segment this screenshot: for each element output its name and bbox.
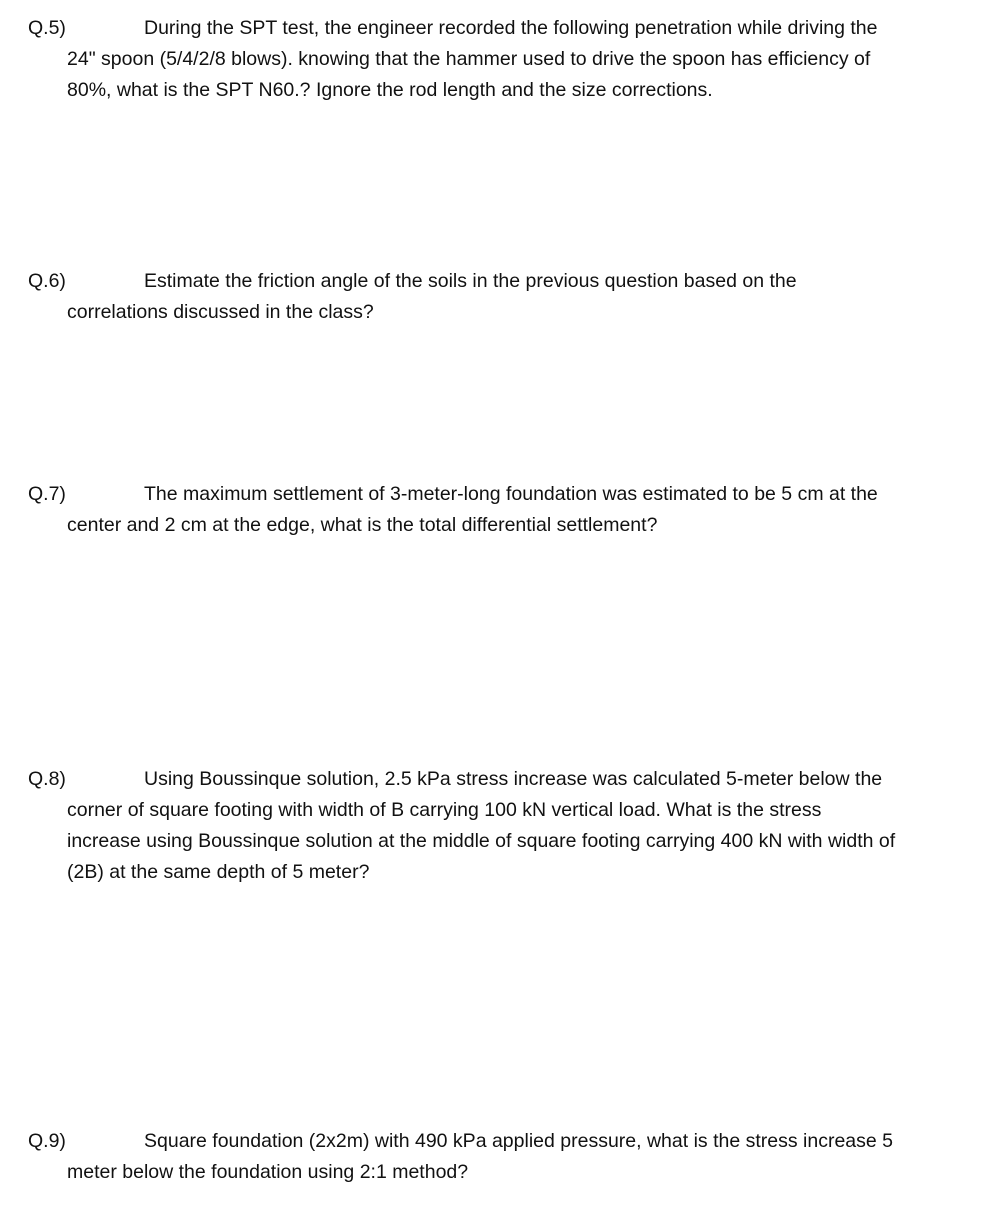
question-line bbox=[0, 479, 1008, 510]
question-line bbox=[0, 266, 1008, 297]
question-text-line: corner of square footing with width of B carrying 100 kN vertical load. What is the stress bbox=[67, 799, 822, 821]
question-number: Q.7) bbox=[28, 483, 66, 505]
question-line bbox=[0, 1126, 1008, 1157]
question-number: Q.6) bbox=[28, 270, 66, 292]
question-line bbox=[0, 13, 1008, 44]
question-5 bbox=[0, 13, 1008, 106]
question-line bbox=[0, 764, 1008, 795]
question-text-line: meter below the foundation using 2:1 method? bbox=[67, 1161, 469, 1183]
question-line bbox=[0, 510, 1008, 541]
question-number: Q.8) bbox=[28, 768, 66, 790]
question-9 bbox=[0, 1126, 1008, 1188]
question-text-line: Estimate the friction angle of the soils in the previous question based on the bbox=[144, 270, 797, 292]
question-line bbox=[0, 75, 1008, 106]
question-6 bbox=[0, 266, 1008, 328]
question-text-line: The maximum settlement of 3-meter-long foundation was estimated to be 5 cm at the bbox=[144, 483, 878, 505]
question-7 bbox=[0, 479, 1008, 541]
question-text-line: 80%, what is the SPT N60.? Ignore the rod length and the size corrections. bbox=[67, 79, 713, 101]
question-text-line: correlations discussed in the class? bbox=[67, 301, 374, 323]
question-number: Q.9) bbox=[28, 1130, 66, 1152]
question-text-line: Using Boussinque solution, 2.5 kPa stress increase was calculated 5-meter below the bbox=[144, 768, 883, 790]
question-text-line: Square foundation (2x2m) with 490 kPa applied pressure, what is the stress increase 5 bbox=[144, 1130, 893, 1152]
question-line bbox=[0, 1157, 1008, 1188]
question-text-line: center and 2 cm at the edge, what is the total differential settlement? bbox=[67, 514, 658, 536]
question-text-line: (2B) at the same depth of 5 meter? bbox=[67, 861, 370, 883]
question-number: Q.5) bbox=[28, 17, 66, 39]
question-line bbox=[0, 826, 1008, 857]
question-8 bbox=[0, 764, 1008, 888]
question-text-line: 24" spoon (5/4/2/8 blows). knowing that the hammer used to drive the spoon has efficiency of bbox=[67, 48, 871, 70]
question-line bbox=[0, 795, 1008, 826]
question-line bbox=[0, 44, 1008, 75]
question-text-line: During the SPT test, the engineer recorded the following penetration while driving the bbox=[144, 17, 878, 39]
question-line bbox=[0, 857, 1008, 888]
question-text-line: increase using Boussinque solution at the middle of square footing carrying 400 kN with width of bbox=[67, 830, 896, 852]
question-line bbox=[0, 297, 1008, 328]
